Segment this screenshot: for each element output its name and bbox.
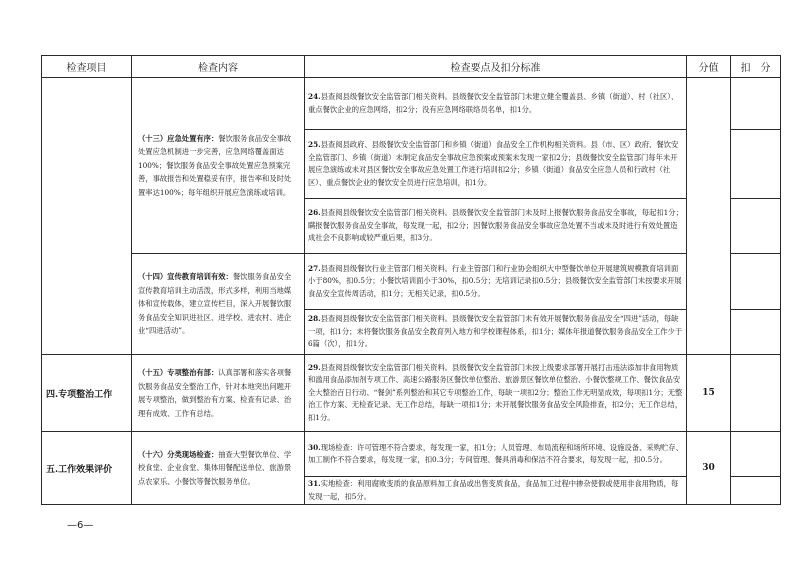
inspection-table <box>41 55 781 505</box>
content-cell-14 <box>132 254 305 355</box>
score-cell-5: 30 <box>687 432 731 505</box>
content-cell-13 <box>132 78 305 254</box>
point-number: 27. <box>308 263 321 273</box>
point-text: 县查阅县级餐饮行业主管部门相关资料。行业主管部门和行业协会组织大中型餐饮单位开展建筑规模教育培训面小于80%，扣0.5分；小餐饮培训面小于30%，扣0.5分；无培训记录扣0.5分；县级餐饮安全监管部门未按要求开展食品安全宣传周活动，扣1分；无相关记录，扣0.5分。 <box>308 263 682 298</box>
content-cell-16 <box>132 432 305 505</box>
deduct-cell <box>731 432 781 477</box>
point-text: 实地检查：利用腐败变质的食品原料加工食品或出售变质食品，食品加工过程中掺杂使假或使用非食用物质，每发现一起，扣5分。 <box>308 479 679 501</box>
table-row <box>42 254 781 310</box>
point-cell <box>305 310 687 355</box>
deduct-cell <box>731 130 781 199</box>
point-cell <box>305 130 687 199</box>
point-text: 县查阅县政府、县级餐饮安全监管部门和乡镇（街道）食品安全工作机构相关资料。县（市、区）政府、餐饮安全监管部门、乡镇（街道）未制定食品安全事故应急预案或预案未发现一家扣2分；县级餐饮安全监管部门每年未开展应急演练或未对县区餐饮安全事故应急处置工作进行培训扣2分；乡镇（街道）食品安全应急人员和行政村（社区）、重点餐饮企业的餐饮安全员进行应急培训，扣1分。 <box>308 140 679 187</box>
point-text: 县查阅县级餐饮安全监管部门相关资料。县级餐饮安全监管部门未有效开展餐饮服务食品安全“四进”活动，每缺一项，扣1分；未将餐饮服务食品安全教育列入地方和学校课程体系，扣1分；媒体年报道餐饮服务食品安全工作少于6篇（次），扣1分。 <box>308 314 683 349</box>
header-item: 检查项目 <box>42 56 132 78</box>
point-text: 县查阅县级餐饮安全监管部门相关资料。县级餐饮安全监管部门未及时上报餐饮服务食品安全事故，每起扣1分；瞒报餐饮服务食品安全事故，每发现一起，扣2分；因餐饮服务食品安全事故应急处置不当或未及时进行有效处置造成社会不良影响或较严重后果，扣3分。 <box>308 208 683 243</box>
header-row <box>42 56 781 78</box>
point-number: 24. <box>308 92 321 101</box>
point-text: 县查阅县级餐饮安全监管部门相关资料。县级餐饮安全监管部门未建立健全覆盖县、乡镇（街道）、村（社区）、重点餐饮企业的应急网络，扣2分；没有应急网络联络员名单，扣1分。 <box>308 92 679 114</box>
content-body: 认真部署和落实各项餐饮服务食品安全整治工作，针对本地突出问题开展专项整治，做到整治有方案、检查有记录、治理有成效、工作有总结。 <box>138 368 292 418</box>
point-cell <box>305 477 687 505</box>
content-title: （十三）应急处置有序： <box>138 133 219 143</box>
deduct-cell <box>731 254 781 310</box>
point-number: 29. <box>308 362 321 372</box>
score-cell-continued <box>687 78 731 355</box>
content-body: 餐饮服务食品安全宣传教育培训主动活泼，形式多样，利用当地媒体和宣传载体，建立宣传栏目，深入开展餐饮服务食品安全知识进社区、进学校、进农村、进企业“四进活动”。 <box>138 272 292 336</box>
item-cell-4: 四.专项整治工作 <box>42 355 132 432</box>
point-number: 30. <box>308 442 321 452</box>
deduct-cell <box>731 199 781 254</box>
header-score: 分值 <box>687 56 731 78</box>
point-number: 31. <box>308 479 321 488</box>
deduct-cell <box>731 78 781 130</box>
content-body: 餐饮服务食品安全事故处置应急机制进一步完善，应急网络覆盖面达100%；餐饮服务食品安全事故处置应急预案完善，事故报告和处置稳妥有序，报告率和及时处置率达100%；每年组织开展应急演练或培训。 <box>138 133 292 197</box>
table-row <box>42 78 781 130</box>
point-cell <box>305 78 687 130</box>
point-text: 县查阅县级餐饮安全监管部门相关资料。县级餐饮安全监管部门未按上级要求部署开展打击违法添加非食用物质和滥用食品添加剂专项工作、高速公路服务区餐饮单位整治、旅游景区餐饮单位整治、小餐饮整规工作、餐饮食品安全大整治百日行动、“餐剑”系列整治和其它专项整治工作，每缺一项扣2分；整治工作无明显成效，每项扣1分；无整治工作方案、无检查记录、无工作总结，每缺一项扣1分；未开展餐饮服务食品安全风险排查，扣2分；无工作总结，扣1分。 <box>308 362 683 422</box>
header-points: 检查要点及扣分标准 <box>305 56 687 78</box>
content-body: 抽查大型餐饮单位、学校食堂、企业食堂、集体用餐配送单位、旅游景点农家乐、小餐饮等餐饮服务单位。 <box>138 449 292 486</box>
point-cell <box>305 199 687 254</box>
deduct-cell <box>731 310 781 355</box>
score-cell-4: 15 <box>687 355 731 432</box>
item-cell-continued <box>42 78 132 355</box>
page-number: —6— <box>67 520 94 531</box>
point-text: 现场检查：许可管理不符合要求，每发现一家，扣1分；人员管理、布局流程和场所环境、设施设备、采购贮存、加工制作不符合要求，每发现一家，扣0.3分；专间管理、餐具消毒和保洁不符合要求，每发现一起，扣0.5分。 <box>308 442 683 464</box>
deduct-cell <box>731 477 781 505</box>
table-row <box>42 432 781 477</box>
point-number: 28. <box>308 314 321 324</box>
point-cell <box>305 432 687 477</box>
point-number: 25. <box>308 140 321 149</box>
header-content: 检查内容 <box>132 56 305 78</box>
header-deduct: 扣 分 <box>731 56 781 78</box>
content-cell-15 <box>132 355 305 432</box>
content-title: （十五）专项整治有部： <box>138 368 219 377</box>
content-title: （十六）分类现场检查： <box>138 449 219 459</box>
point-cell <box>305 355 687 432</box>
deduct-cell <box>731 355 781 432</box>
content-title: （十四）宣传教育培训有效： <box>138 272 233 282</box>
item-cell-5: 五.工作效果评价 <box>42 432 132 505</box>
table-row <box>42 355 781 432</box>
point-number: 26. <box>308 208 321 218</box>
point-cell <box>305 254 687 310</box>
